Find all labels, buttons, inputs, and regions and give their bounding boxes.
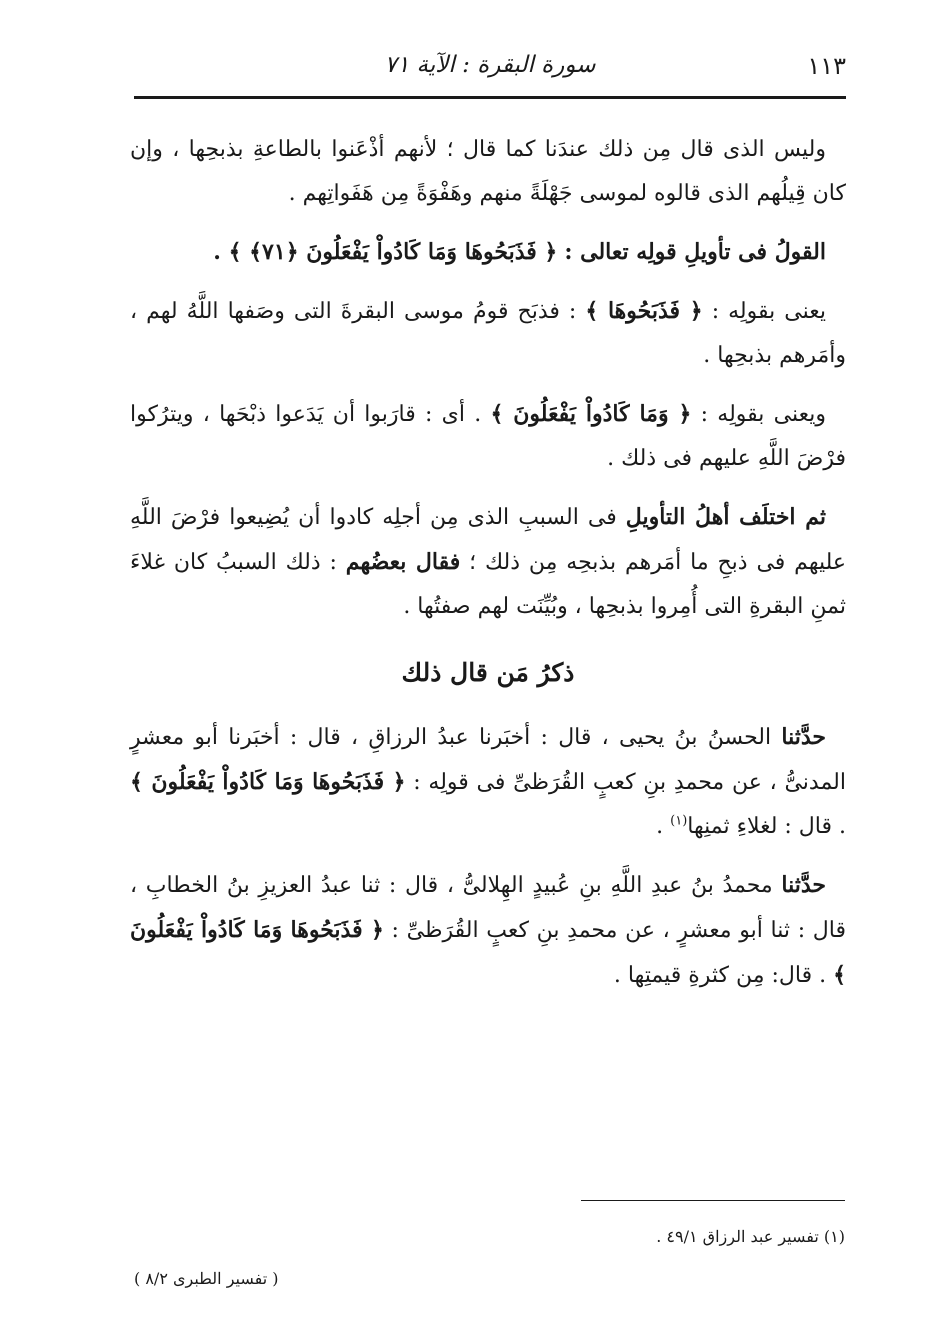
paragraph-5-bold-lead: ثم اختلَف أهلُ التأويلِ [625, 504, 826, 530]
paragraph-6-after: . قال : لغلاءِ ثمنِها [687, 814, 846, 839]
footer-source: ( تفسير الطبرى ٨/٢ ) [134, 1269, 279, 1288]
paragraph-4 [130, 392, 846, 481]
quran-verse: ﴿ فَذَبَحُوهَا وَمَا كَادُواْ يَفْعَلُونَ ﴾ [130, 769, 406, 795]
paragraph-6-end: . [656, 814, 664, 839]
paragraph-7 [130, 863, 846, 998]
quran-verse: ﴿ فَذَبَحُوهَا وَمَا كَادُواْ يَفْعَلُونَ ﴿٧١﴾ ﴾ . [213, 239, 558, 265]
isnad-lead: حدَّثنا [781, 724, 826, 750]
main-text [130, 128, 846, 1012]
paragraph-4-rest: . أى : قارَبوا أن يَدَعوا ذبْحَها ، ويترُكوا فرْضَ اللَّهِ عليهم فى ذلك . [130, 402, 846, 471]
paragraph-7-rest: . قال: مِن كثرةِ قيمتِها . [613, 963, 827, 988]
running-title: سورة البقرة : الآية ٧١ [384, 52, 596, 78]
paragraph-1-text: وليس الذى قال مِن ذلك عندَنا كما قال ؛ لأنهم أذْعَنوا بالطاعةِ بذبحِها ، وإن كان قِيلُهم الذى قالوه لموسى جَهْلَةً منهم وهَفْوَةً مِن هَفَواتِهم . [130, 137, 846, 206]
page-number: ١١٣ [807, 52, 846, 80]
paragraph-5-bold-second: فقال بعضُهم [345, 549, 461, 575]
paragraph-3-lead: يعنى بقولِه : [711, 299, 826, 324]
quran-verse: ﴿ فَذَبَحُوهَا وَمَا كَادُواْ يَفْعَلُونَ ﴾ [130, 917, 846, 988]
quran-verse: ﴿ وَمَا كَادُواْ يَفْعَلُونَ ﴾ [490, 401, 692, 427]
paragraph-5-rest: : ذلك السببُ كان غلاءَ ثمنِ البقرةِ التى أُمِروا بذبحِها ، وبُيِّنَت لهم صفتُها . [130, 550, 846, 619]
footnote-rule [581, 1200, 845, 1201]
section-heading-inline: القولُ فى تأويلِ قولِه تعالى : [564, 239, 826, 265]
paragraph-6-text: الحسنُ بنُ يحيى ، قال : أخبَرنا عبدُ الرزاقِ ، قال : أخبَرنا أبو معشرٍ المدنىُّ ، عن محمدِ بنِ كعبٍ القُرَظىِّ فى قولِه : [130, 725, 846, 795]
isnad-lead: حدَّثنا [781, 872, 826, 898]
footnote-marker: (١) [670, 813, 688, 829]
paragraph-7-text: محمدُ بنُ عبدِ اللَّهِ بنِ عُبيدٍ الهِلالىُّ ، قال : ثنا عبدُ العزيزِ بنُ الخطابِ ، قال : ثنا أبو معشرٍ ، عن محمدِ بنِ كعبٍ القُرَظىِّ : [130, 873, 847, 943]
paragraph-5-middle: فى السببِ الذى مِن أجلِه كادوا أن يُضِيعوا فرْضَ اللَّهِ عليهم فى ذبحِ ما أمَرهم بذبحِه مِن ذلك ؛ [130, 505, 847, 575]
paragraph-2 [130, 230, 846, 275]
page-header [134, 48, 846, 94]
paragraph-3 [130, 289, 846, 378]
paragraph-5 [130, 495, 846, 629]
paragraph-4-lead: ويعنى بقولِه : [700, 402, 826, 427]
footnote: (١) تفسير عبد الرزاق ٤٩/١ . [656, 1227, 845, 1246]
quran-verse: ﴿ فَذَبَحُوهَا ﴾ [585, 298, 703, 324]
paragraph-3-rest: : فذبَح قومُ موسى البقرةَ التى وصَفها اللَّهُ لهم ، وأمَرهم بذبحِها . [130, 299, 846, 368]
paragraph-1 [130, 128, 846, 216]
header-rule [134, 96, 846, 99]
section-heading: ذكرُ مَن قال ذلك [401, 658, 575, 687]
paragraph-6 [130, 715, 846, 849]
